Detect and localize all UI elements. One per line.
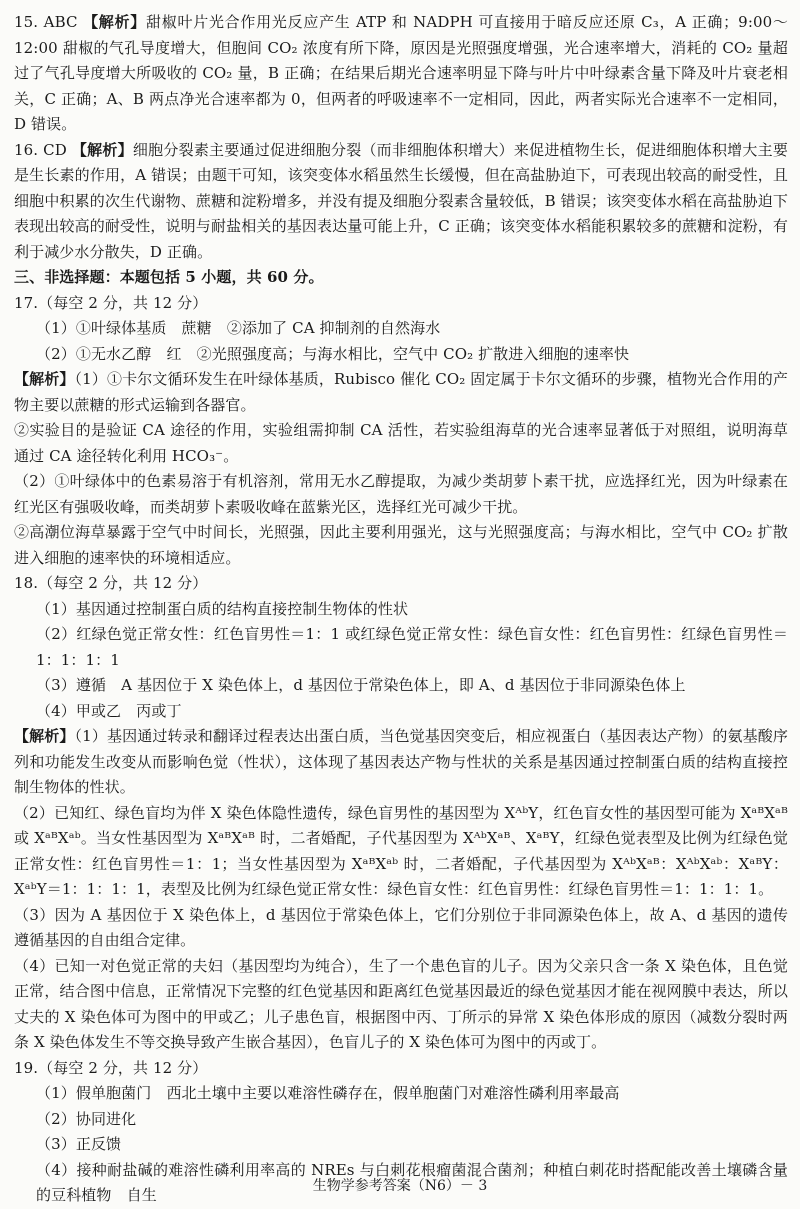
q16-text: 细胞分裂素主要通过促进细胞分裂（而非细胞体积增大）来促进植物生长，促进细胞体积增大主要是生长素的作用，A 错误；由题干可知，该突变体水稻虽然生长缓慢，但在高盐胁迫下，可表现出较高的耐受性，且细胞中积累的次生代谢物、蔗糖和淀粉增多，并没有提及细胞分裂素含量较低，B 错误；该突变体水稻在高盐胁迫下表现出较高的耐受性，说明与耐盐相关的基因表达量可能上升，C 正确；该突变体水稻能积累较多的蔗糖和淀粉，有利于减少水分散失，D 正确。 <box>14 140 789 261</box>
q15-label: 15. ABC <box>14 13 78 31</box>
q18-explanation-1-text: （1）基因通过转录和翻译过程表达出蛋白质，当色觉基因突变后，相应视蛋白（基因表达产物）的氨基酸序列和功能发生改变从而影响色觉（性状），这体现了基因表达产物与性状的关系是基因通过控制蛋白质的结构直接控制生物体的性状。 <box>14 727 788 796</box>
q16-label: 16. CD <box>14 140 67 159</box>
q17-analysis-tag: 【解析】 <box>14 370 75 388</box>
q18-answer-1: （1）基因通过控制蛋白质的结构直接控制生物体的性状 <box>36 599 409 618</box>
q15-text: 甜椒叶片光合作用光反应产生 ATP 和 NADPH 可直接用于暗反应还原 C₃，A 正确；9:00～12:00 甜椒的气孔导度增大，但胞间 CO₂ 浓度有所下降，原因是光照强度增强，光合速率增大，消耗的 CO₂ 量超过了气孔导度增大所吸收的 CO₂ 量，B 正确；在结果后期光合速率明显下降与叶片中叶绿素含量下降及叶片衰老相关，C 正确；A、B 两点净光合速率都为 0，但两者的呼吸速率不一定相同，因此，两者实际光合速率不一定相同，D 错误。 <box>14 13 789 133</box>
q17-explanation-1-text: （1）①卡尔文循环发生在叶绿体基质，Rubisco 催化 CO₂ 固定属于卡尔文循环的步骤，植物光合作用的产物主要以蔗糖的形式运输到各器官。 <box>14 370 788 414</box>
q19-answer-2: （2）协同进化 <box>36 1109 137 1128</box>
page-footer: 生物学参考答案（N6）－ 3 <box>312 1178 488 1194</box>
q17-answer-2: （2）①无水乙醇 红 ②光照强度高；与海水相比，空气中 CO₂ 扩散进入细胞的速率快 <box>36 344 630 363</box>
q19-answer-4: （4）接种耐盐碱的难溶性磷利用率高的 NREs 与白刺花根瘤菌混合菌剂；种植白刺花时搭配能改善土壤磷含量的豆科植物 自生 <box>36 1160 788 1204</box>
q18-header: 18.（每空 2 分，共 12 分） <box>14 574 208 592</box>
page-content <box>14 10 788 1209</box>
q18-explanation-3: （3）因为 A 基因位于 X 染色体上，d 基因位于常染色体上，它们分别位于非同源染色体上，故 A、d 基因的遗传遵循基因的自由组合定律。 <box>14 905 789 949</box>
q16-analysis-tag: 【解析】 <box>71 140 133 159</box>
q17-explanation-1 <box>14 367 788 418</box>
q18-answer-3: （3）遵循 A 基因位于 X 染色体上，d 基因位于常染色体上，即 A、d 基因位于非同源染色体上 <box>36 676 686 694</box>
q15-paragraph <box>14 10 788 138</box>
q18-explanation-4: （4）已知一对色觉正常的夫妇（基因型均为纯合），生了一个患色盲的儿子。因为父亲只含一条 X 染色体，且色觉正常，结合图中信息，正常情况下完整的红色觉基因和距离红色觉基因最近的绿色觉基因才能在视网膜中表达，所以丈夫的 X 染色体可为图中的甲或乙；儿子患色盲，根据图中丙、丁所示的异常 X 染色体形成的原因（减数分裂时两条 X 染色体发生不等交换导致产生嵌合基因），色盲儿子的 X 染色体可为图中的丙或丁。 <box>14 956 788 1051</box>
q15-analysis-tag: 【解析】 <box>83 13 147 31</box>
q19-header: 19.（每空 2 分，共 12 分） <box>14 1058 208 1077</box>
q18-explanation-2: （2）已知红、绿色盲均为伴 X 染色体隐性遗传，绿色盲男性的基因型为 XᴬᵇY，红色盲女性的基因型可能为 XᵃᴮXᵃᴮ 或 XᵃᴮXᵃᵇ。当女性基因型为 XᵃᴮXᵃᴮ 时，二者婚配，子代基因型为 XᴬᵇXᵃᴮ、XᵃᴮY，红绿色觉表型及比例为红绿色觉正常女性：红色盲男性＝1：1；当女性基因型为 XᵃᴮXᵃᵇ 时，二者婚配，子代基因型为 XᴬᵇXᵃᴮ：XᴬᵇXᵃᵇ：XᵃᴮY：XᵃᵇY＝1：1：1：1，表型及比例为红绿色觉正常女性：绿色盲女性：红色盲男性：红绿色盲男性＝1：1：1：1。 <box>14 803 788 898</box>
q17-explanation-4: ②高潮位海草暴露于空气中时间长，光照强，因此主要利用强光，这与光照强度高；与海水相比，空气中 CO₂ 扩散进入细胞的速率快的环境相适应。 <box>14 523 788 567</box>
q18-answer-2: （2）红绿色觉正常女性：红色盲男性＝1：1 或红绿色觉正常女性：绿色盲女性：红色盲男性：红绿色盲男性＝1：1：1：1 <box>36 625 788 669</box>
q18-explanation-1 <box>14 724 788 801</box>
q19-answer-1: （1）假单胞菌门 西北土壤中主要以难溶性磷存在，假单胞菌门对难溶性磷利用率最高 <box>36 1084 620 1102</box>
q17-answer-1: （1）①叶绿体基质 蔗糖 ②添加了 CA 抑制剂的自然海水 <box>36 319 441 337</box>
section-heading: 三、非选择题：本题包括 5 小题，共 60 分。 <box>14 268 324 286</box>
q18-analysis-tag: 【解析】 <box>14 727 75 745</box>
q19-answer-3: （3）正反馈 <box>36 1135 122 1153</box>
q17-header: 17.（每空 2 分，共 12 分） <box>14 293 208 312</box>
q18-answer-4: （4）甲或乙 丙或丁 <box>36 701 182 720</box>
q16-paragraph <box>14 138 788 266</box>
q17-explanation-2: ②实验目的是验证 CA 途径的作用，实验组需抑制 CA 活性，若实验组海草的光合速率显著低于对照组，说明海草通过 CA 途径转化利用 HCO₃⁻。 <box>14 421 788 465</box>
q17-explanation-3: （2）①叶绿体中的色素易溶于有机溶剂，常用无水乙醇提取，为减少类胡萝卜素干扰，应选择红光，因为叶绿素在红光区有强吸收峰，而类胡萝卜素吸收峰在蓝紫光区，选择红光可减少干扰。 <box>14 472 788 516</box>
